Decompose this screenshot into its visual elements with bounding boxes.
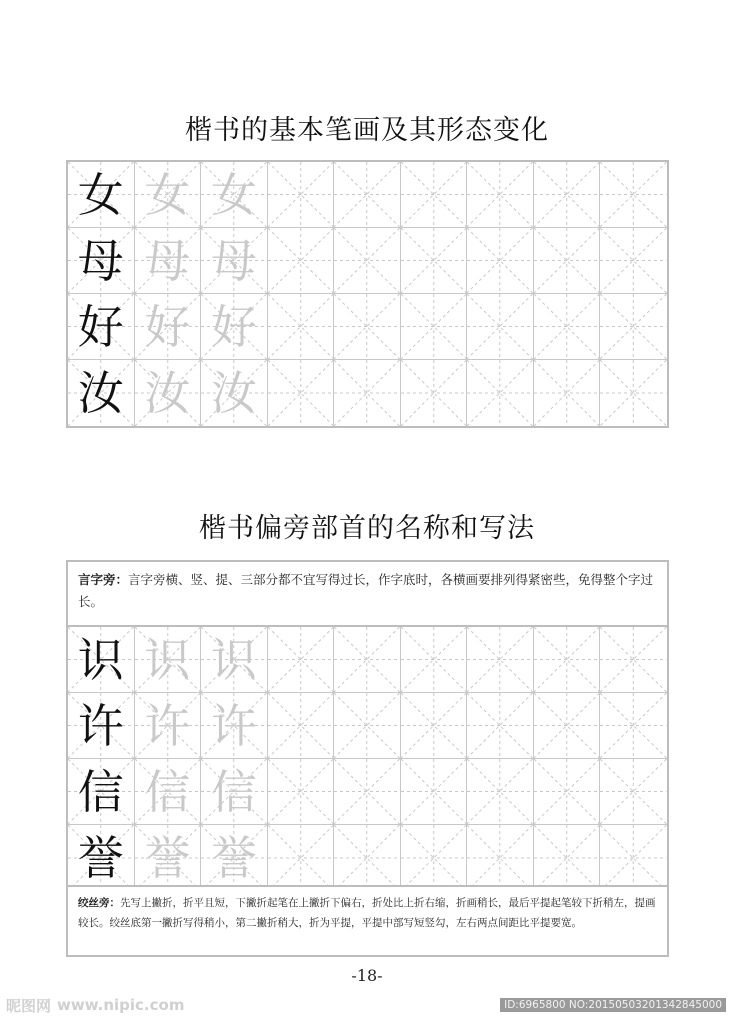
model-character: 识 (77, 632, 124, 687)
grid-cell (68, 825, 135, 891)
mi-grid-guide (534, 360, 600, 426)
mi-grid-guide (534, 162, 600, 227)
grid-cell (401, 693, 468, 759)
mi-grid-guide (268, 693, 334, 758)
mi-grid-guide (467, 627, 533, 692)
grid-cell (534, 228, 601, 294)
model-character: 好 (77, 299, 124, 354)
grid-cell (401, 294, 468, 360)
mi-grid-guide (334, 759, 400, 824)
grid-row (68, 228, 667, 294)
grid-cell (401, 759, 468, 825)
grid-cell (68, 360, 135, 426)
grid-row (68, 627, 667, 693)
grid-cell (600, 627, 667, 693)
grid-cell (467, 360, 534, 426)
grid-cell (401, 228, 468, 294)
grid-cell (68, 759, 135, 825)
grid-cell (600, 759, 667, 825)
radical-note-jiaosi (66, 885, 669, 957)
grid-cell (600, 825, 667, 891)
grid-cell (135, 162, 202, 228)
trace-character: 信 (144, 764, 191, 819)
grid-cell (268, 759, 335, 825)
section1-title: 楷书的基本笔画及其形态变化 (185, 115, 549, 146)
radical-note-yan (66, 560, 669, 627)
mi-grid-guide (268, 825, 334, 891)
grid-cell (401, 162, 468, 228)
note-text: 先写上撇折，折平且短，下撇折起笔在上撇折下偏右，折处比上折右缩，折画稍长，最后平提起笔较下折稍左，提画较长。绞丝底第一撇折写得稍小，第二撇折稍大，折为平提，平提中部写短竖勾，左右两点间距比平提要宽。 (78, 897, 656, 929)
grid-cell (68, 162, 135, 228)
grid-cell (534, 162, 601, 228)
mi-grid-guide (268, 627, 334, 692)
grid-cell (600, 294, 667, 360)
grid-cell (201, 228, 268, 294)
mi-grid-guide (600, 693, 667, 758)
grid-cell (268, 693, 335, 759)
model-character: 母 (77, 233, 124, 288)
watermark-image-id: ID:6965800 NO:20150503201342845000 (500, 998, 726, 1012)
grid-cell (135, 825, 202, 891)
mi-grid-guide (334, 228, 400, 293)
grid-cell (401, 627, 468, 693)
trace-character: 好 (144, 299, 191, 354)
mi-grid-guide (600, 825, 667, 891)
grid-cell (268, 162, 335, 228)
trace-character: 许 (144, 698, 191, 753)
grid-cell (401, 360, 468, 426)
watermark-site-url: www.nipic.com (57, 996, 185, 1014)
mi-grid-guide (534, 759, 600, 824)
trace-character: 女 (144, 167, 191, 222)
model-character: 信 (77, 764, 124, 819)
mi-grid-guide (534, 294, 600, 359)
grid-cell (201, 360, 268, 426)
note-text: 言字旁横、竖、提、三部分都不宜写得过长，作字底时，各横画要排列得紧密些，免得整个字过长。 (78, 572, 654, 609)
grid-cell (467, 693, 534, 759)
mi-grid-guide (600, 627, 667, 692)
grid-cell (334, 360, 401, 426)
grid-cell (334, 825, 401, 891)
mi-grid-guide (334, 825, 400, 891)
grid-cell (268, 627, 335, 693)
grid-row (68, 759, 667, 825)
grid-cell (201, 627, 268, 693)
grid-cell (68, 627, 135, 693)
grid-cell (467, 825, 534, 891)
trace-character: 女 (210, 167, 257, 222)
mi-grid-guide (467, 759, 533, 824)
grid-cell (534, 627, 601, 693)
grid-cell (534, 294, 601, 360)
trace-character: 誉 (144, 831, 191, 885)
trace-character: 识 (144, 632, 191, 687)
mi-grid-guide (334, 294, 400, 359)
grid-cell (268, 228, 335, 294)
mi-grid-guide (534, 825, 600, 891)
grid-cell (68, 693, 135, 759)
grid-cell (135, 693, 202, 759)
grid-cell (600, 228, 667, 294)
mi-grid-guide (334, 360, 400, 426)
mi-grid-guide (401, 627, 467, 692)
trace-character: 母 (210, 233, 257, 288)
grid-cell (68, 294, 135, 360)
trace-character: 誉 (210, 831, 257, 885)
grid-cell (534, 693, 601, 759)
mi-grid-guide (600, 294, 667, 359)
grid-cell (334, 162, 401, 228)
mi-grid-guide (600, 759, 667, 824)
mi-grid-guide (534, 228, 600, 293)
mi-grid-guide (600, 360, 667, 426)
grid-cell (534, 825, 601, 891)
trace-character: 汝 (144, 366, 191, 420)
grid-cell (135, 360, 202, 426)
grid-cell (135, 294, 202, 360)
model-character: 许 (77, 698, 124, 753)
grid-cell (201, 693, 268, 759)
grid-cell (334, 228, 401, 294)
grid-cell (334, 294, 401, 360)
mi-grid-guide (467, 228, 533, 293)
grid-row (68, 294, 667, 360)
mi-grid-guide (401, 825, 467, 891)
grid-row (68, 693, 667, 759)
mi-grid-guide (401, 162, 467, 227)
grid-cell (600, 360, 667, 426)
mi-grid-guide (268, 759, 334, 824)
note-label: 言字旁： (78, 572, 129, 587)
grid-cell (268, 294, 335, 360)
trace-character: 母 (144, 233, 191, 288)
grid-cell (201, 759, 268, 825)
grid-cell (334, 693, 401, 759)
mi-grid-guide (401, 360, 467, 426)
watermark-site-name: 昵图网 (6, 996, 52, 1015)
mi-grid-guide (467, 162, 533, 227)
grid-cell (334, 627, 401, 693)
grid-cell (135, 759, 202, 825)
grid-cell (467, 162, 534, 228)
mi-grid-guide (268, 228, 334, 293)
grid-cell (534, 759, 601, 825)
grid-cell (201, 825, 268, 891)
grid-cell (401, 825, 468, 891)
grid-cell (201, 162, 268, 228)
mi-grid-guide (467, 360, 533, 426)
grid-cell (68, 228, 135, 294)
trace-character: 汝 (210, 366, 257, 420)
grid-cell (467, 759, 534, 825)
page-number: -18- (351, 966, 383, 985)
grid-cell (201, 294, 268, 360)
mi-grid-guide (401, 693, 467, 758)
grid-cell (334, 759, 401, 825)
mi-grid-guide (534, 693, 600, 758)
model-character: 誉 (77, 831, 124, 885)
mi-grid-guide (268, 162, 334, 227)
practice-grid-2 (66, 625, 669, 887)
grid-cell (135, 228, 202, 294)
mi-grid-guide (467, 693, 533, 758)
mi-grid-guide (268, 294, 334, 359)
grid-cell (135, 627, 202, 693)
mi-grid-guide (334, 162, 400, 227)
mi-grid-guide (600, 228, 667, 293)
mi-grid-guide (467, 294, 533, 359)
practice-grid-1 (66, 160, 669, 428)
mi-grid-guide (268, 360, 334, 426)
trace-character: 识 (210, 632, 257, 687)
mi-grid-guide (467, 825, 533, 891)
trace-character: 许 (210, 698, 257, 753)
trace-character: 好 (210, 299, 257, 354)
note-label: 绞丝旁： (78, 897, 120, 909)
grid-cell (600, 162, 667, 228)
model-character: 女 (77, 167, 124, 222)
grid-cell (268, 825, 335, 891)
trace-character: 信 (210, 764, 257, 819)
grid-cell (467, 294, 534, 360)
mi-grid-guide (401, 759, 467, 824)
grid-row (68, 360, 667, 426)
watermark-logo (6, 993, 184, 1017)
grid-row (68, 825, 667, 891)
grid-cell (600, 693, 667, 759)
mi-grid-guide (534, 627, 600, 692)
model-character: 汝 (77, 366, 124, 420)
mi-grid-guide (401, 294, 467, 359)
grid-cell (268, 360, 335, 426)
section2-title: 楷书偏旁部首的名称和写法 (199, 513, 535, 544)
grid-cell (534, 360, 601, 426)
grid-cell (467, 228, 534, 294)
mi-grid-guide (600, 162, 667, 227)
grid-cell (467, 627, 534, 693)
mi-grid-guide (401, 228, 467, 293)
grid-row (68, 162, 667, 228)
mi-grid-guide (334, 693, 400, 758)
mi-grid-guide (334, 627, 400, 692)
